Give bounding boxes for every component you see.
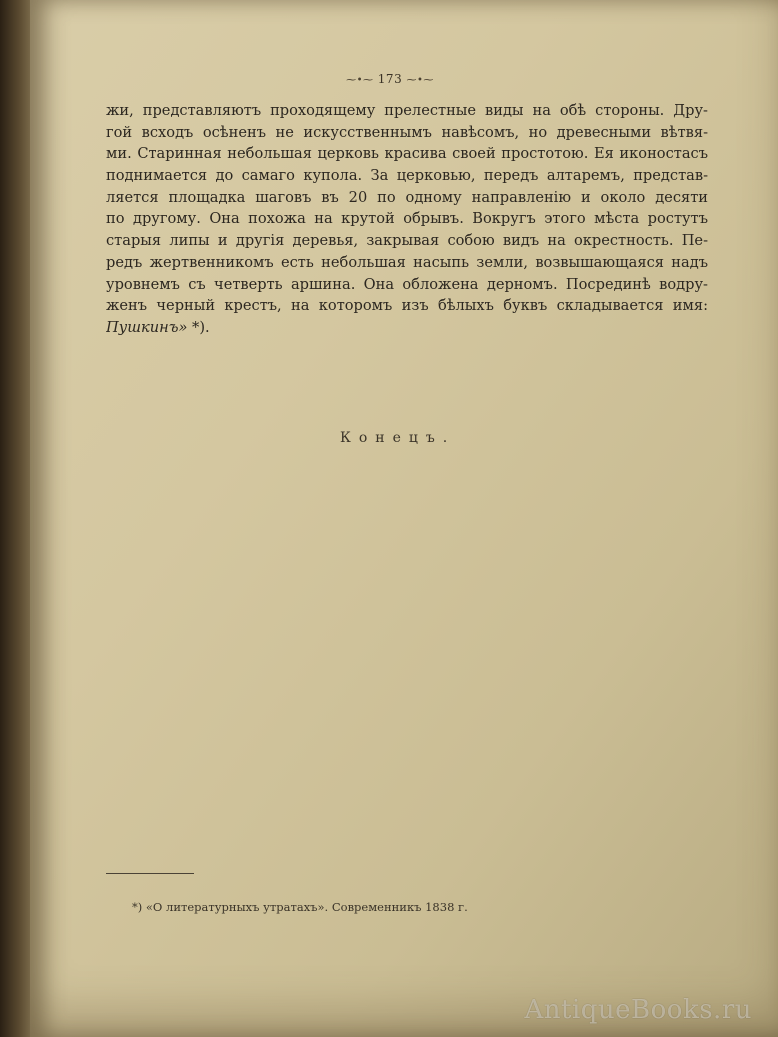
text-line-last [106,317,708,339]
text-line: гой всходъ осѣненъ не искусственнымъ навѣсомъ, но древесными вѣтвя- [106,123,708,141]
page-header [330,72,450,86]
text-line: уровнемъ съ четверть аршина. Она обложена дерномъ. Посрединѣ водру- [106,275,708,293]
text-line: старыя липы и другія деревья, закрывая собою видъ на окрестность. Пе- [106,232,708,250]
footnote-marker: *). [192,318,210,336]
footnote: *) «О литературныхъ утратахъ». Современникъ 1838 г. [132,900,468,914]
text-line: по другому. Она похожа на крутой обрывъ. Вокругъ этого мѣста ростутъ [106,210,708,228]
footnote-divider [106,873,194,874]
body-text [106,100,708,339]
text-line: ми. Старинная небольшая церковь красива своей простотою. Ея иконостасъ [106,145,708,163]
text-line: поднимается до самаго купола. За церковью, передъ алтаремъ, представ- [106,167,708,185]
page-number: 173 [377,72,403,86]
text-line: жи, представляютъ проходящему прелестные виды на обѣ стороны. Дру- [106,102,708,119]
header-ornament-right: ⁓•⁓ [406,75,434,86]
italic-name: Пушкинъ» [106,318,193,336]
ending-heading: Конецъ. [340,430,456,446]
watermark: AntiqueBooks.ru [524,995,752,1025]
text-line: женъ черный крестъ, на которомъ изъ бѣлыхъ буквъ складывается имя: [106,297,708,315]
text-line: редъ жертвенникомъ есть небольшая насыпь земли, возвышающаяся надъ [106,253,708,271]
header-ornament-left: ⁓•⁓ [346,75,374,86]
text-line: ляется площадка шаговъ въ 20 по одному направленію и около десяти [106,188,708,206]
